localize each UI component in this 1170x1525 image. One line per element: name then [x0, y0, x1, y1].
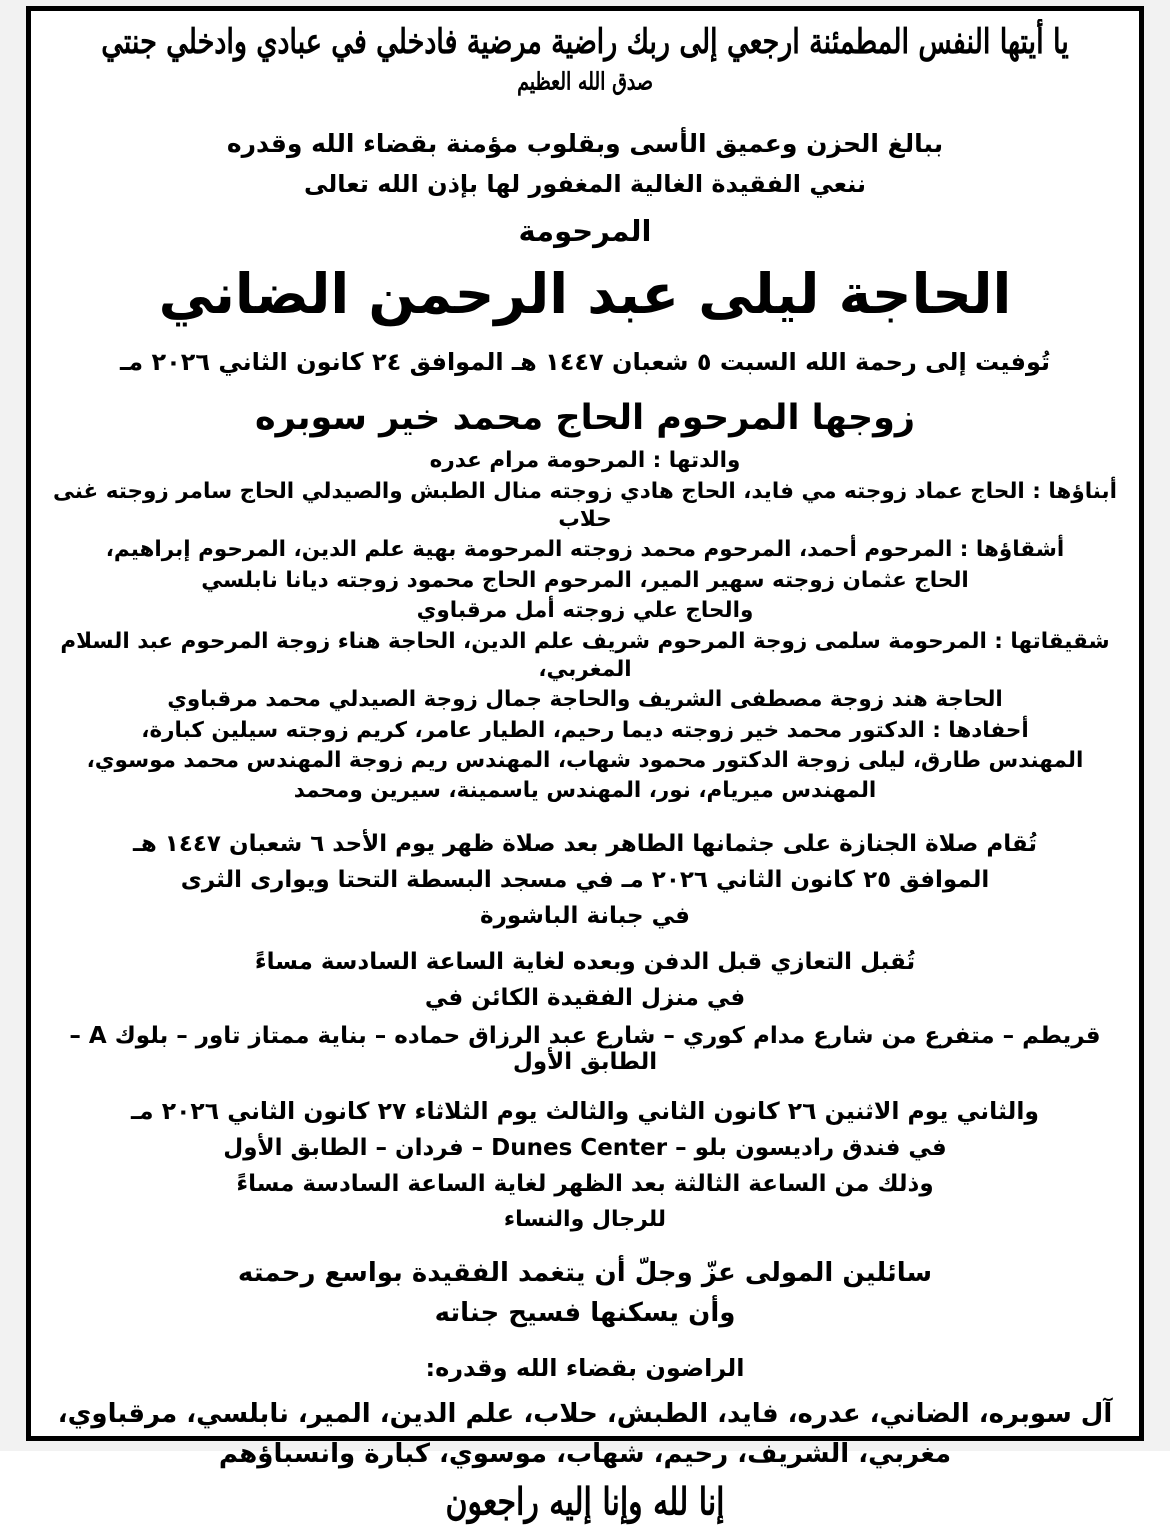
relative-line: الحاج عثمان زوجته سهير المير، المرحوم الحاج محمود زوجته ديانا نابلسي [201, 567, 969, 593]
husband-line: زوجها المرحوم الحاج محمد خير سوبره [254, 398, 916, 439]
relative-line: والحاج علي زوجته أمل مرقباوي [416, 598, 754, 624]
relative-line: أبناؤها : الحاج عماد زوجته مي فايد، الحاج هادي زوجته منال الطبش والصيدلي الحاج سامر زوجته غنى حلاب [53, 478, 1117, 533]
condolences-hours: وذلك من الساعة الثالثة بعد الظهر لغاية الساعة السادسة مساءً [236, 1171, 934, 1198]
cemetery-line: في جبانة الباشورة [480, 903, 690, 930]
dua-line-2: وأن يسكنها فسيح جناته [434, 1298, 736, 1329]
relative-line: أشقاؤها : المرحوم أحمد، المرحوم محمد زوجته المرحومة بهية علم الدين، المرحوم إبراهيم، [105, 537, 1065, 563]
deceased-name: الحاجة ليلى عبد الرحمن الضاني [158, 262, 1012, 327]
sadaqallah-calligraphy: صدق الله العظيم [517, 68, 653, 96]
inna-lillah-calligraphy: إنا لله وإنا إليه راجعون [445, 1481, 725, 1525]
second-third-days: والثاني يوم الاثنين ٢٦ كانون الثاني والثالث يوم الثلاثاء ٢٧ كانون الثاني ٢٠٢٦ مـ [130, 1097, 1040, 1126]
relative-line: والدتها : المرحومة مرام عدره [429, 448, 741, 474]
funeral-line-1: تُقام صلاة الجنازة على جثمانها الطاهر بعد صلاة ظهر يوم الأحد ٦ شعبان ١٤٤٧ هـ [132, 830, 1038, 857]
relative-line: المهندس ميريام، نور، المهندس ياسمينة، سيرين ومحمد [293, 778, 877, 804]
obituary-notice-card [26, 6, 1144, 1525]
relative-line: المهندس طارق، ليلى زوجة الدكتور محمود شهاب، المهندس ريم زوجة المهندس محمد موسوي، [86, 748, 1084, 774]
intro-line-1: ببالغ الحزن وعميق الأسى وبقلوب مؤمنة بقضاء الله وقدره [226, 129, 944, 159]
quran-verse-calligraphy: يا أيتها النفس المطمئنة ارجعي إلى ربك راضية مرضية فادخلي في عبادي وادخلي جنتي [101, 22, 1069, 62]
condolences-venue: في فندق راديسون بلو – Dunes Center – فردان – الطابق الأول [223, 1135, 947, 1162]
condolences-heading: تُقبل التعازي قبل الدفن وبعده لغاية الساعة السادسة مساءً [254, 949, 916, 976]
condolences-address: قريطم – متفرع من شارع مدام كوري – شارع عبد الرزاق حماده – بناية ممتاز تاور – بلوك A – الطابق الأول [69, 1023, 1101, 1076]
death-date: تُوفيت إلى رحمة الله السبت ٥ شعبان ١٤٤٧ هـ الموافق ٢٤ كانون الثاني ٢٠٢٦ مـ [120, 348, 1050, 377]
condolences-place-label: في منزل الفقيدة الكائن في [424, 985, 746, 1012]
dua-line-1: سائلين المولى عزّ وجلّ أن يتغمد الفقيدة بواسع رحمته [237, 1258, 933, 1289]
funeral-line-2: الموافق ٢٥ كانون الثاني ٢٠٢٦ مـ في مسجد البسطة التحتا ويوارى الثرى [180, 867, 990, 894]
intro-line-2: ننعي الفقيدة الغالية المغفور لها بإذن الله تعالى [303, 170, 867, 199]
relatives-block [45, 438, 1125, 806]
relative-line: أحفادها : الدكتور محمد خير زوجته ديما رحيم، الطيار عامر، كريم زوجته سيلين كبارة، [141, 717, 1029, 743]
families-line-1: آل سوبره، الضاني، عدره، فايد، الطبش، حلاب، علم الدين، المير، نابلسي، مرقباوي، [57, 1399, 1113, 1430]
accepting-label: الراضون بقضاء الله وقدره: [425, 1354, 745, 1383]
gender-note: للرجال والنساء [503, 1207, 667, 1233]
families-line-2: مغربي، الشريف، رحيم، شهاب، موسوي، كبارة وانسباؤهم [218, 1438, 952, 1469]
relative-line: الحاجة هند زوجة مصطفى الشريف والحاجة جمال زوجة الصيدلي محمد مرقباوي [167, 687, 1003, 713]
relative-line: شقيقاتها : المرحومة سلمى زوجة المرحوم شريف علم الدين، الحاجة هناء زوجة المرحوم عبد السلام المغربي، [60, 628, 1110, 682]
honorific-title: المرحومة [518, 214, 652, 249]
